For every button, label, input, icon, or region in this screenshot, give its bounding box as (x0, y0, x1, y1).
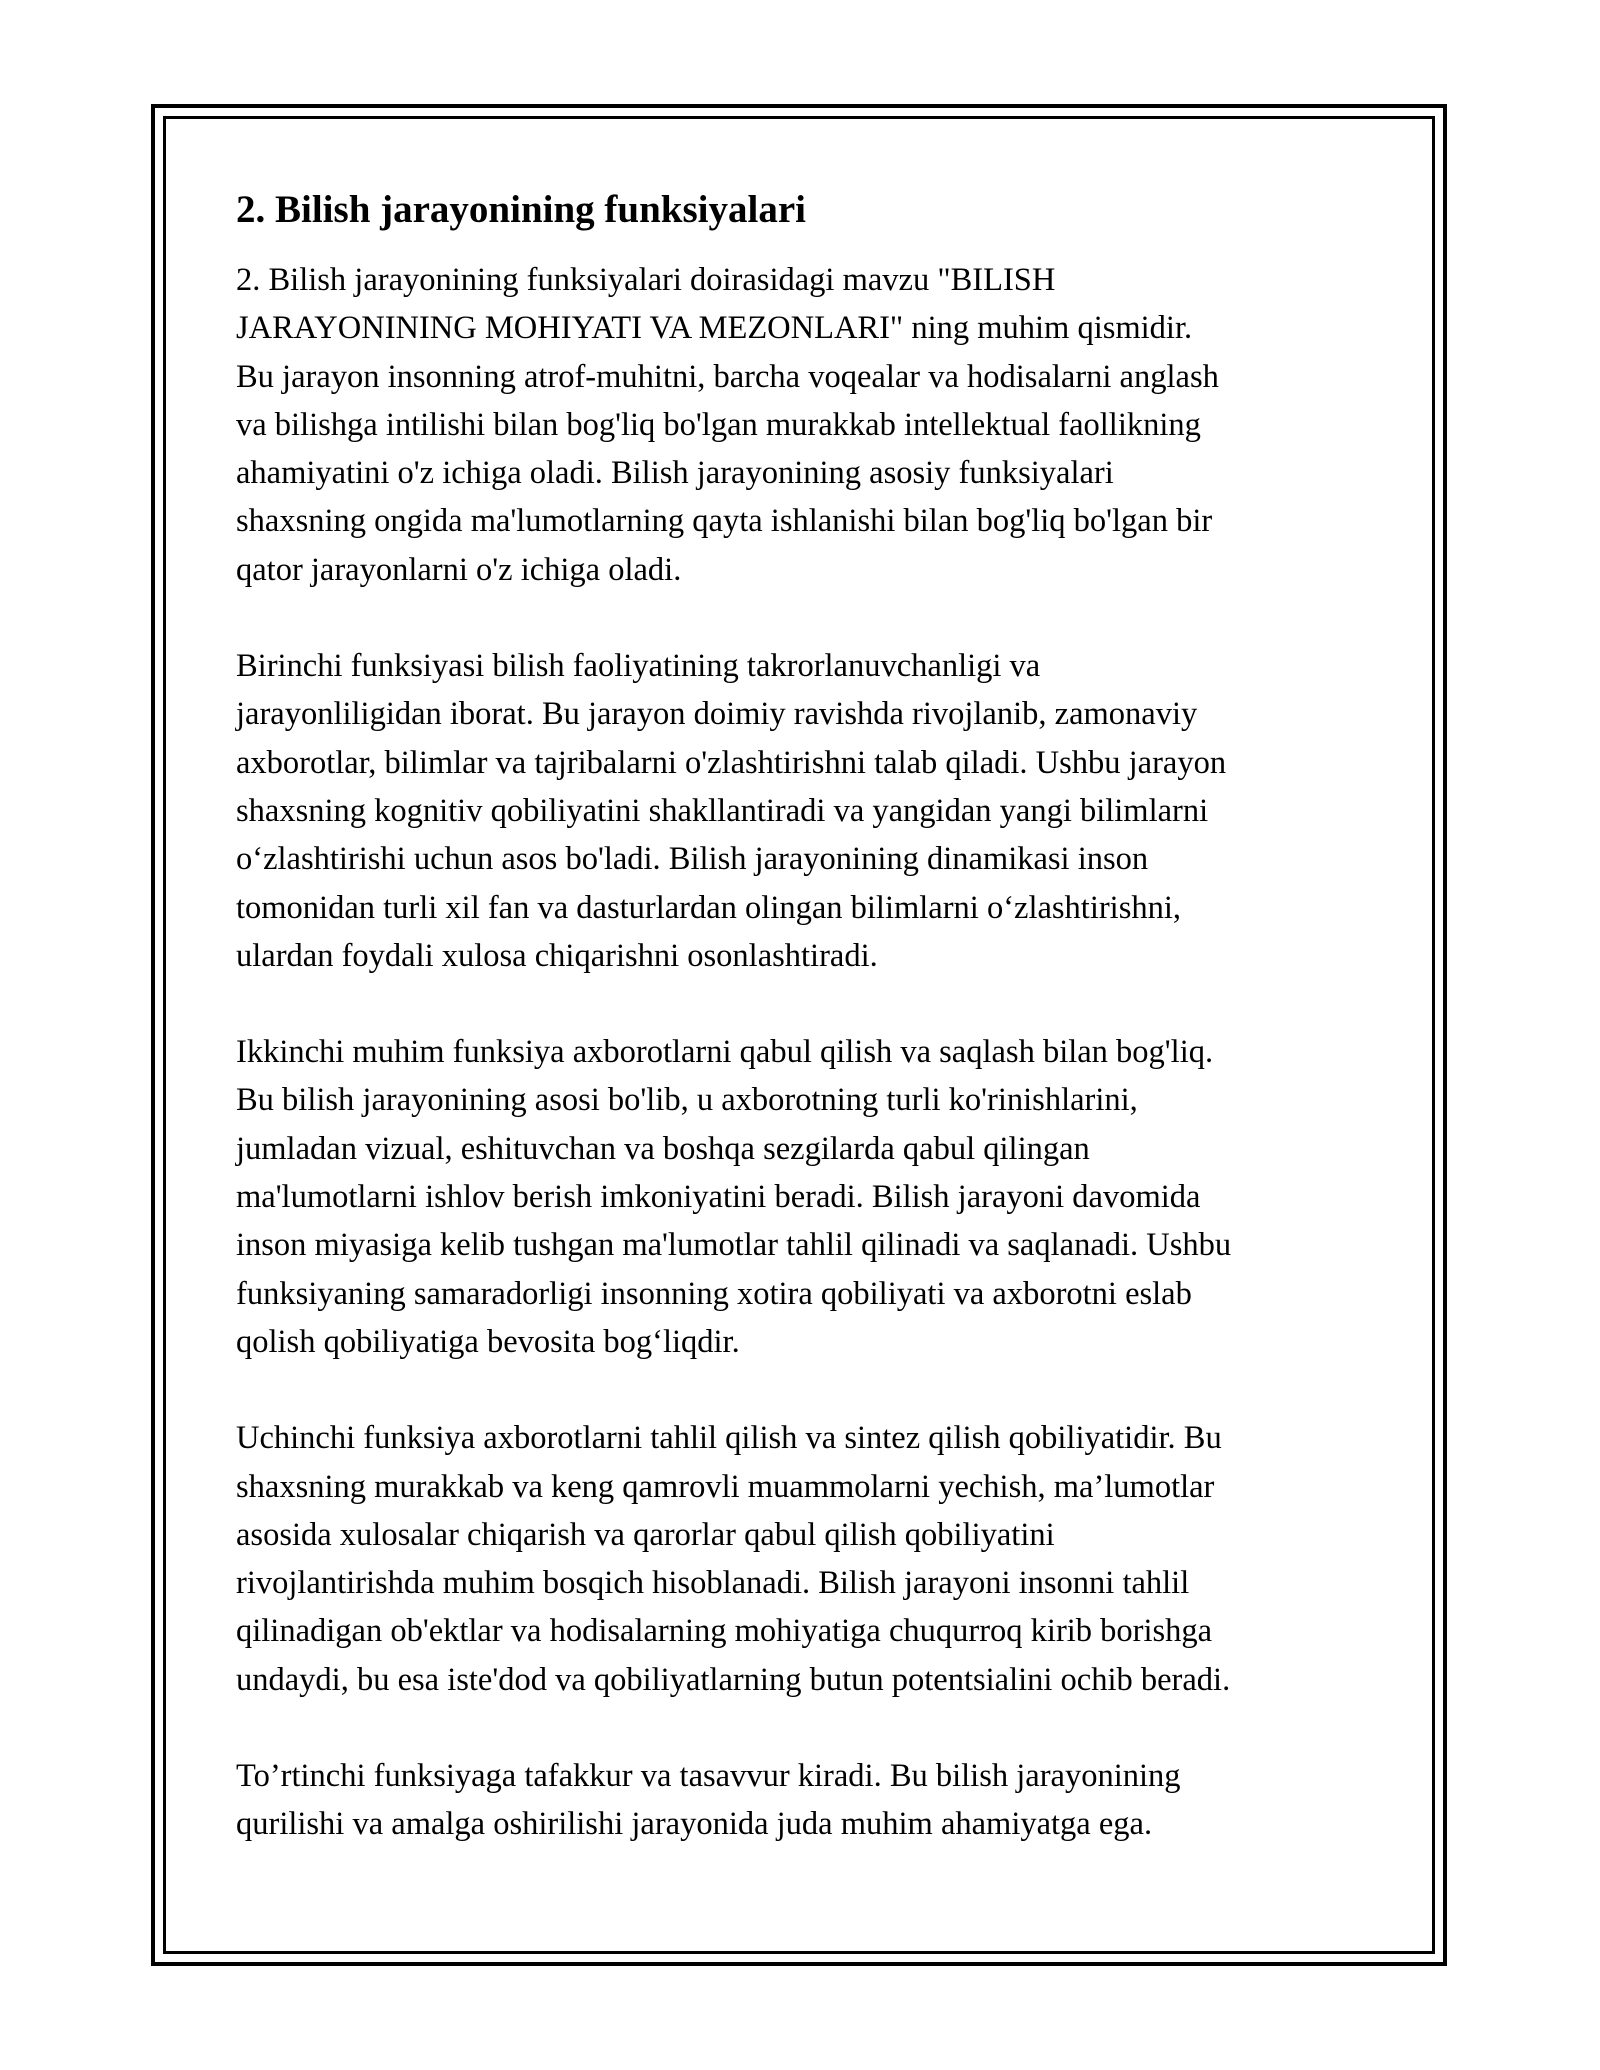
paragraph-line: Uchinchi funksiya axborotlarni tahlil qilish va sintez qilish qobiliyatidir. Bu (236, 1420, 1222, 1457)
paragraph-2 (236, 642, 1386, 980)
document-body (236, 185, 1386, 1897)
paragraph-line: inson miyasiga kelib tushgan ma'lumotlar tahlil qilinadi va saqlanadi. Ushbu (236, 1227, 1232, 1264)
paragraph-line: asosida xulosalar chiqarish va qarorlar qabul qilish qobiliyatini (236, 1516, 1055, 1553)
paragraph-line: Bu bilish jarayonining asosi bo'lib, u axborotning turli ko'rinishlarini, (236, 1082, 1138, 1119)
paragraph-line: rivojlantirishda muhim bosqich hisoblanadi. Bilish jarayoni insonni tahlil (236, 1565, 1190, 1602)
paragraph-line: undaydi, bu esa iste'dod va qobiliyatlarning butun potentsialini ochib beradi. (236, 1661, 1231, 1698)
paragraph-line: shaxsning ongida ma'lumotlarning qayta ishlanishi bilan bog'liq bo'lgan bir (236, 503, 1213, 540)
section-title: 2. Bilish jarayonining funksiyalari (236, 188, 806, 231)
paragraph-5 (236, 1752, 1386, 1849)
paragraph-line: Ikkinchi muhim funksiya axborotlarni qabul qilish va saqlash bilan bog'liq. (236, 1034, 1214, 1071)
paragraph-line: Bu jarayon insonning atrof-muhitni, barcha voqealar va hodisalarni anglash (236, 358, 1219, 395)
paragraph-line: oʻzlashtirishi uchun asos bo'ladi. Bilish jarayonining dinamikasi inson (236, 841, 1149, 878)
paragraph-line: 2. Bilish jarayonining funksiyalari doirasidagi mavzu "BILISH (236, 262, 1056, 298)
paragraph-line: To’rtinchi funksiyaga tafakkur va tasavvur kiradi. Bu bilish jarayonining (236, 1758, 1181, 1795)
paragraph-line: ulardan foydali xulosa chiqarishni osonlashtiradi. (236, 937, 878, 974)
paragraph-line: shaxsning murakkab va keng qamrovli muammolarni yechish, ma’lumotlar (236, 1468, 1215, 1505)
paragraph-1 (236, 256, 1386, 594)
paragraph-line: jarayonliligidan iborat. Bu jarayon doimiy ravishda rivojlanib, zamonaviy (236, 696, 1198, 733)
paragraph-line: ahamiyatini o'z ichiga oladi. Bilish jarayonining asosiy funksiyalari (236, 455, 1114, 492)
paragraph-line: va bilishga intilishi bilan bog'liq bo'lgan murakkab intellektual faollikning (236, 406, 1201, 443)
paragraph-line: Birinchi funksiyasi bilish faoliyatining takrorlanuvchanligi va (236, 648, 1041, 685)
paragraph-line: ma'lumotlarni ishlov berish imkoniyatini beradi. Bilish jarayoni davomida (236, 1179, 1201, 1216)
paragraph-line: JARAYONINING MOHIYATI VA MEZONLARI" ning muhim qismidir. (236, 310, 1193, 347)
paragraph-line: qator jarayonlarni o'z ichiga oladi. (236, 551, 682, 588)
paragraph-list (236, 256, 1386, 1849)
paragraph-line: axborotlar, bilimlar va tajribalarni o'zlashtirishni talab qiladi. Ushbu jarayon (236, 744, 1227, 781)
paragraph-4 (236, 1414, 1386, 1704)
paragraph-line: jumladan vizual, eshituvchan va boshqa sezgilarda qabul qilingan (236, 1130, 1090, 1167)
paragraph-line: funksiyaning samaradorligi insonning xotira qobiliyati va axborotni eslab (236, 1275, 1192, 1312)
paragraph-line: qurilishi va amalga oshirilishi jarayonida juda muhim ahamiyatga ega. (236, 1806, 1153, 1843)
paragraph-line: tomonidan turli xil fan va dasturlardan olingan bilimlarni oʻzlashtirishni, (236, 889, 1182, 926)
paragraph-line: qilinadigan ob'ektlar va hodisalarning mohiyatiga chuqurroq kirib borishga (236, 1613, 1213, 1650)
paragraph-3 (236, 1028, 1386, 1366)
paragraph-line: shaxsning kognitiv qobiliyatini shakllantiradi va yangidan yangi bilimlarni (236, 792, 1209, 829)
paragraph-line: qolish qobiliyatiga bevosita bogʻliqdir. (236, 1323, 740, 1360)
